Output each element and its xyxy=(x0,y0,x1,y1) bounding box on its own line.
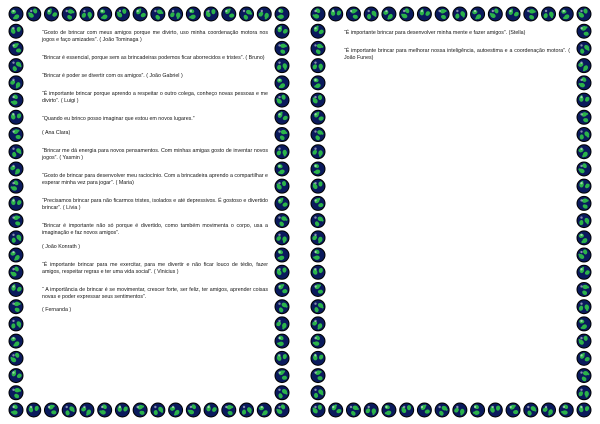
globe-icon xyxy=(577,41,591,55)
quotes-list xyxy=(344,30,570,398)
globe-icon xyxy=(577,334,591,348)
globe-icon xyxy=(9,145,23,159)
quote-text: “É importante brincar para desenvolver minha mente e fazer amigos”. (Stella) xyxy=(344,30,526,36)
globe-icon xyxy=(577,403,591,417)
globe-icon xyxy=(311,248,325,262)
globe-icon xyxy=(9,128,23,142)
globe-icon xyxy=(27,7,41,21)
quote-text: “Brincar é poder se divertir com os amigos”. ( João Gabriel ) xyxy=(42,73,183,80)
quote-paragraph xyxy=(42,30,268,44)
globe-icon xyxy=(400,403,414,417)
globe-icon xyxy=(577,282,591,296)
globe-icon xyxy=(62,403,76,417)
globe-icon xyxy=(9,334,23,348)
globe-icon xyxy=(453,7,467,21)
quote-text: “ A importância de brincar é se movimentar, crescer forte, ser feliz, ter amigos, aprender coisas novas e poder expressar seus sentimentos”. xyxy=(42,286,268,301)
globe-icon xyxy=(435,7,449,21)
globe-icon xyxy=(9,300,23,314)
globe-icon xyxy=(364,403,378,417)
globe-icon xyxy=(222,7,236,21)
quote-author: ( Fernanda ) xyxy=(42,307,72,314)
globe-icon xyxy=(275,265,289,279)
globe-icon xyxy=(577,351,591,365)
quote-text: “Brincar é importante não só porque é divertido, como também movimenta o corpo, usa a imaginação e faz novos amigos”. xyxy=(42,223,268,237)
globe-icon xyxy=(453,403,467,417)
globe-icon xyxy=(577,59,591,73)
globe-icon xyxy=(275,231,289,245)
globe-icon xyxy=(275,334,289,348)
globe-icon xyxy=(577,179,591,193)
globe-icon xyxy=(80,7,94,21)
globe-icon xyxy=(435,403,449,417)
quote-text: “É importante brincar porque aprendo a respeitar o outro colega, conheço novas pessoas e me divirto”. ( Luigi ) xyxy=(42,91,268,105)
globe-icon xyxy=(257,403,271,417)
globe-icon xyxy=(275,386,289,400)
globe-icon xyxy=(311,59,325,73)
globe-icon xyxy=(240,7,254,21)
globe-icon xyxy=(400,7,414,21)
globe-icon xyxy=(9,7,23,21)
globe-icon xyxy=(186,7,200,21)
globe-icon xyxy=(577,7,591,21)
globe-icon xyxy=(275,369,289,383)
globe-icon xyxy=(542,7,556,21)
globe-icon xyxy=(9,265,23,279)
globe-icon xyxy=(275,214,289,228)
globe-icon xyxy=(275,59,289,73)
globe-icon xyxy=(133,7,147,21)
quote-text: “É importante brincar para me exercitar, para me divertir e não ficar louco de tédio, fazer amigos, respeitar regras e ter uma vida social”. ( Vinicius ) xyxy=(42,261,268,275)
globe-icon xyxy=(577,162,591,176)
globe-icon xyxy=(204,7,218,21)
globe-icon xyxy=(311,403,325,417)
quote-author: ( Ana Clara) xyxy=(42,129,71,136)
globe-icon xyxy=(311,110,325,124)
globe-icon xyxy=(311,317,325,331)
quote-paragraph xyxy=(42,262,268,276)
globe-icon xyxy=(311,24,325,38)
globe-icon xyxy=(577,76,591,90)
globe-icon xyxy=(204,403,218,417)
globe-icon xyxy=(275,248,289,262)
globe-icon xyxy=(9,282,23,296)
globe-icon xyxy=(311,93,325,107)
globe-icon xyxy=(329,403,343,417)
globe-icon xyxy=(9,351,23,365)
globe-icon xyxy=(311,265,325,279)
globe-icon xyxy=(542,403,556,417)
globe-icon xyxy=(275,24,289,38)
globe-icon xyxy=(488,7,502,21)
globe-icon xyxy=(329,7,343,21)
globe-icon xyxy=(44,403,58,417)
globe-icon xyxy=(346,403,360,417)
left-page xyxy=(8,6,290,418)
globe-icon xyxy=(577,300,591,314)
globe-icon xyxy=(115,403,129,417)
globe-icon xyxy=(311,7,325,21)
globe-icon xyxy=(559,403,573,417)
globe-icon xyxy=(275,145,289,159)
globe-icon xyxy=(275,7,289,21)
quote-paragraph xyxy=(42,73,268,80)
quote-text: “Quando eu brinco posso imaginar que estou em novos lugares.” xyxy=(42,116,195,123)
globe-icon xyxy=(577,265,591,279)
quote-paragraph xyxy=(344,48,570,62)
globe-icon xyxy=(9,214,23,228)
globe-icon xyxy=(9,93,23,107)
globe-icon xyxy=(257,7,271,21)
globe-icon xyxy=(577,317,591,331)
globe-icon xyxy=(275,76,289,90)
globe-icon xyxy=(98,403,112,417)
globe-icon xyxy=(27,403,41,417)
globe-icon xyxy=(9,162,23,176)
quote-text: “Precisamos brincar para não ficarmos tristes, isolados e até depressivos. É gostoso e divertido brincar”. ( Lívia ) xyxy=(42,198,268,212)
globe-icon xyxy=(275,317,289,331)
quote-paragraph xyxy=(42,173,268,187)
globe-icon xyxy=(417,7,431,21)
quote-author: ( João Konrath ) xyxy=(42,243,80,250)
globe-icon xyxy=(311,179,325,193)
globe-icon xyxy=(577,145,591,159)
globe-icon xyxy=(275,282,289,296)
globe-icon xyxy=(275,179,289,193)
globe-icon xyxy=(577,128,591,142)
quote-paragraph xyxy=(42,287,268,315)
globe-icon xyxy=(577,248,591,262)
globe-icon xyxy=(9,317,23,331)
globe-icon xyxy=(62,7,76,21)
globe-icon xyxy=(275,41,289,55)
quote-text: “Brincar é essencial, porque sem as brincadeiras podemos ficar aborrecidos e tristes”. ( Bruno) xyxy=(42,55,265,62)
quote-text: “Brincar me dá energia para novos pensamentos. Com minhas amigas gosto de inventar novos jogos”. ( Yasmin ) xyxy=(42,147,268,161)
globe-icon xyxy=(382,403,396,417)
globe-icon xyxy=(9,196,23,210)
globe-icon xyxy=(133,403,147,417)
globe-icon xyxy=(169,403,183,417)
globe-icon xyxy=(311,128,325,142)
globe-icon xyxy=(151,403,165,417)
globe-icon xyxy=(311,369,325,383)
globe-icon xyxy=(311,196,325,210)
globe-icon xyxy=(311,162,325,176)
globe-icon xyxy=(275,93,289,107)
globe-icon xyxy=(577,196,591,210)
globe-icon xyxy=(382,7,396,21)
globe-icon xyxy=(577,110,591,124)
globe-icon xyxy=(275,110,289,124)
globe-icon xyxy=(311,282,325,296)
globe-icon xyxy=(9,231,23,245)
quote-paragraph xyxy=(344,30,570,37)
globe-icon xyxy=(364,7,378,21)
globe-icon xyxy=(9,110,23,124)
globe-icon xyxy=(311,231,325,245)
globe-icon xyxy=(9,24,23,38)
globe-icon xyxy=(559,7,573,21)
globe-icon xyxy=(524,7,538,21)
globe-icon xyxy=(311,214,325,228)
quote-paragraph xyxy=(42,198,268,212)
globe-icon xyxy=(9,369,23,383)
globe-icon xyxy=(151,7,165,21)
globe-icon xyxy=(275,403,289,417)
globe-icon xyxy=(9,386,23,400)
globe-icon xyxy=(9,179,23,193)
globe-icon xyxy=(9,76,23,90)
globe-icon xyxy=(471,403,485,417)
globe-icon xyxy=(222,403,236,417)
quote-paragraph xyxy=(42,116,268,136)
globe-icon xyxy=(471,7,485,21)
globe-icon xyxy=(577,93,591,107)
globe-icon xyxy=(9,41,23,55)
globe-icon xyxy=(488,403,502,417)
quote-paragraph xyxy=(42,91,268,105)
globe-icon xyxy=(80,403,94,417)
globe-icon xyxy=(506,7,520,21)
globe-icon xyxy=(240,403,254,417)
globe-icon xyxy=(275,162,289,176)
globe-icon xyxy=(44,7,58,21)
globe-icon xyxy=(275,128,289,142)
globe-icon xyxy=(311,41,325,55)
globe-icon xyxy=(115,7,129,21)
quote-paragraph xyxy=(42,55,268,62)
globe-icon xyxy=(275,351,289,365)
globe-icon xyxy=(577,214,591,228)
quote-text: “É importante brincar para melhorar nossa inteligência, autoestima e a coordenação motora”. ( João Funes) xyxy=(344,48,570,62)
globe-icon xyxy=(311,300,325,314)
globe-icon xyxy=(577,386,591,400)
quote-text: “Gosto de brincar para desenvolver meu raciocínio. Com a brincadeira aprendo a compartilhar e esperar minha vez para jogar”. ( Maria) xyxy=(42,172,268,187)
quotes-list xyxy=(42,30,268,398)
quote-text: “Gosto de brincar com meus amigos porque me divirto, uso minha coordenação motora nos jogos e faço amizades”. ( João Tominaga ) xyxy=(42,30,268,44)
quote-paragraph xyxy=(42,148,268,162)
globe-icon xyxy=(577,369,591,383)
globe-icon xyxy=(577,24,591,38)
globe-icon xyxy=(506,403,520,417)
globe-icon xyxy=(311,334,325,348)
globe-icon xyxy=(524,403,538,417)
globe-icon xyxy=(9,59,23,73)
globe-icon xyxy=(417,403,431,417)
globe-icon xyxy=(311,351,325,365)
globe-icon xyxy=(9,403,23,417)
globe-icon xyxy=(275,196,289,210)
globe-icon xyxy=(311,386,325,400)
globe-icon xyxy=(9,248,23,262)
globe-icon xyxy=(186,403,200,417)
globe-icon xyxy=(346,7,360,21)
globe-icon xyxy=(577,231,591,245)
globe-icon xyxy=(275,300,289,314)
globe-icon xyxy=(98,7,112,21)
right-page xyxy=(310,6,592,418)
globe-icon xyxy=(311,145,325,159)
globe-icon xyxy=(169,7,183,21)
globe-icon xyxy=(311,76,325,90)
quote-paragraph xyxy=(42,223,268,251)
